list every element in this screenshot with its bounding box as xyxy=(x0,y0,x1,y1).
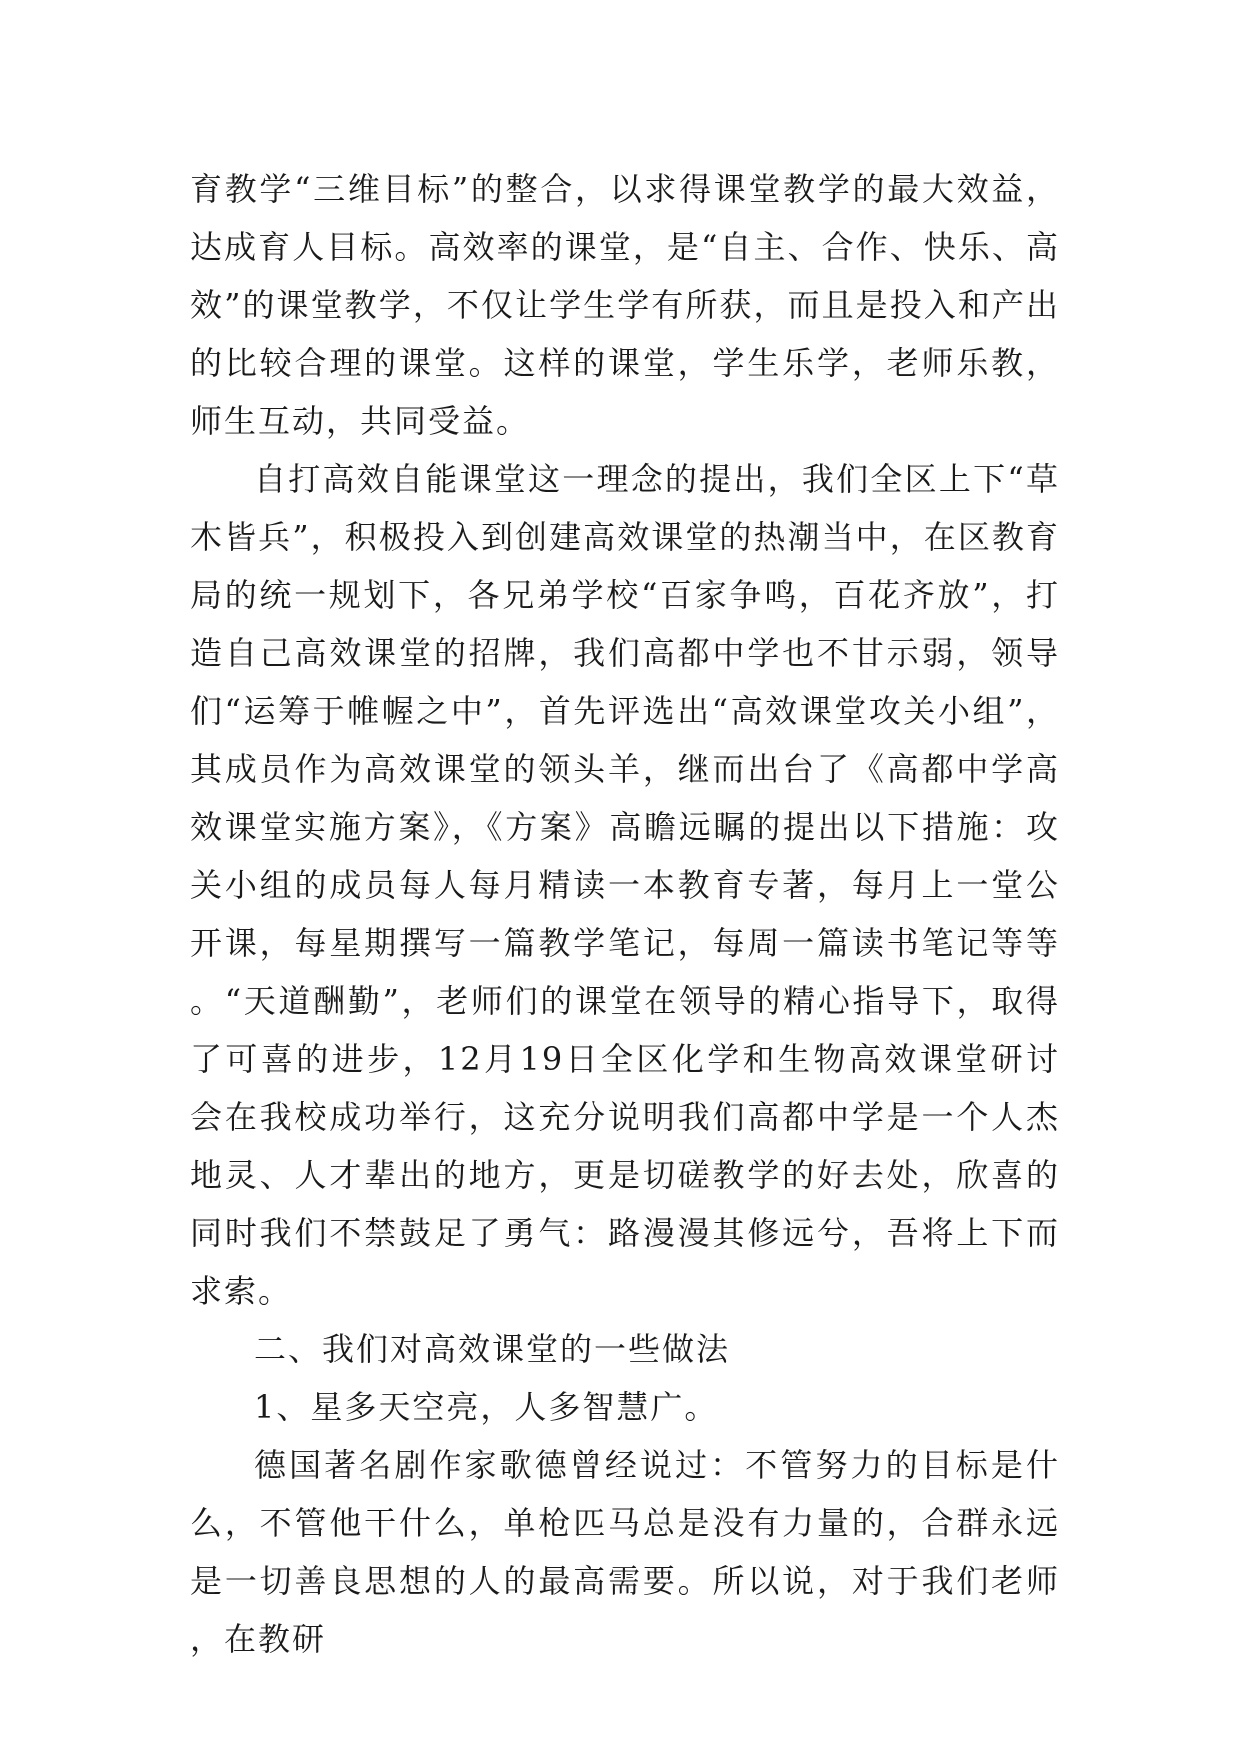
body-text xyxy=(190,160,1060,1668)
paragraph-efficient-classroom: 自打高效自能课堂这一理念的提出，我们全区上下“草木皆兵”，积极投入到创建高效课堂的热潮当中，在区教育局的统一规划下，各兄弟学校“百家争鸣，百花齐放”，打造自己高效课堂的招牌，我们高都中学也不甘示弱，领导们“运筹于帷幄之中”，首先评选出“高效课堂攻关小组”，其成员作为高效课堂的领头羊，继而出台了《高都中学高效课堂实施方案》，《方案》高瞻远瞩的提出以下措施：攻关小组的成员每人每月精读一本教育专著，每月上一堂公开课，每星期撰写一篇教学笔记，每周一篇读书笔记等等。“天道酬勤”，老师们的课堂在领导的精心指导下，取得了可喜的进步，12月19日全区化学和生物高效课堂研讨会在我校成功举行，这充分说明我们高都中学是一个人杰地灵、人才辈出的地方，更是切磋教学的好去处，欣喜的同时我们不禁鼓足了勇气：路漫漫其修远兮，吾将上下而求索。 xyxy=(190,460,1060,1310)
paragraph-continuation: 育教学“三维目标”的整合，以求得课堂教学的最大效益，达成育人目标。高效率的课堂，是“自主、合作、快乐、高效”的课堂教学，不仅让学生学有所获，而且是投入和产出的比较合理的课堂。这样的课堂，学生乐学，老师乐教，师生互动，共同受益。 xyxy=(190,170,1060,440)
paragraph-goethe-quote: 德国著名剧作家歌德曾经说过：不管努力的目标是什么，不管他干什么，单枪匹马总是没有力量的，合群永远是一切善良思想的人的最高需要。所以说，对于我们老师，在教研 xyxy=(190,1446,1060,1658)
section-heading-practices: 二、我们对高效课堂的一些做法 xyxy=(254,1330,731,1368)
subheading-teamwork: 1、星多天空亮，人多智慧广。 xyxy=(254,1388,719,1426)
